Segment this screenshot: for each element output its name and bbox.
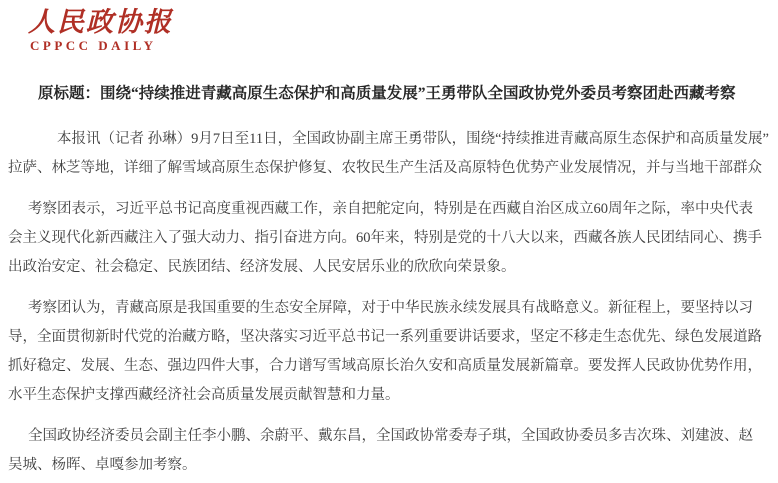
- article: [0, 79, 778, 480]
- article-text-line: 本报讯（记者 孙琳）9月7日至11日，全国政协副主席王勇带队，围绕“持续推进青藏高原生态保护和高质量发展”: [57, 131, 769, 147]
- article-text-line: 水平生态保护支撑西藏经济社会高质量发展贡献智慧和力量。: [8, 387, 400, 403]
- article-paragraph: [8, 422, 778, 480]
- article-text-line: 吴城、杨晖、卓嘎参加考察。: [8, 457, 197, 473]
- article-paragraph: [8, 195, 778, 282]
- article-text-line: 考察团认为，青藏高原是我国重要的生态安全屏障，对于中华民族永续发展具有战略意义。新征程上，要坚持以习: [28, 300, 753, 316]
- article-text-line: 抓好稳定、发展、生态、强边四件大事，合力谱写雪域高原长治久安和高质量发展新篇章。要发挥人民政协优势作用，: [8, 358, 762, 374]
- newspaper-logo-english[interactable]: CPPCC DAILY: [30, 38, 157, 53]
- article-paragraph: [8, 294, 778, 410]
- article-paragraph: [8, 125, 778, 183]
- article-text-line: 全国政协经济委员会副主任李小鹏、余蔚平、戴东昌，全国政协常委寿子琪，全国政协委员多吉次珠、刘建波、赵: [28, 428, 753, 444]
- article-title: 原标题：围绕“持续推进青藏高原生态保护和高质量发展”王勇带队全国政协党外委员考察团赴西藏考察: [38, 85, 736, 102]
- newspaper-logo-chinese[interactable]: 人民政协报: [28, 7, 173, 37]
- article-text-line: 拉萨、林芝等地，详细了解雪域高原生态保护修复、农牧民生产生活及高原特色优势产业发展情况，并与当地干部群众: [8, 160, 762, 176]
- article-text-line: 导，全面贯彻新时代党的治藏方略，坚决落实习近平总书记一系列重要讲话要求，坚定不移走生态优先、绿色发展道路: [8, 329, 762, 345]
- newspaper-logo[interactable]: [28, 8, 778, 53]
- article-body: [8, 125, 778, 480]
- article-text-line: 出政治安定、社会稳定、民族团结、经济发展、人民安居乐业的欣欣向荣景象。: [8, 259, 516, 275]
- site-header: [0, 0, 778, 53]
- article-text-line: 会主义现代化新西藏注入了强大动力、指引奋进方向。60年来，特别是党的十八大以来，西藏各族人民团结同心、携手: [8, 230, 762, 246]
- article-text-line: 考察团表示，习近平总书记高度重视西藏工作，亲自把舵定向，特别是在西藏自治区成立60周年之际，率中央代表: [28, 201, 753, 217]
